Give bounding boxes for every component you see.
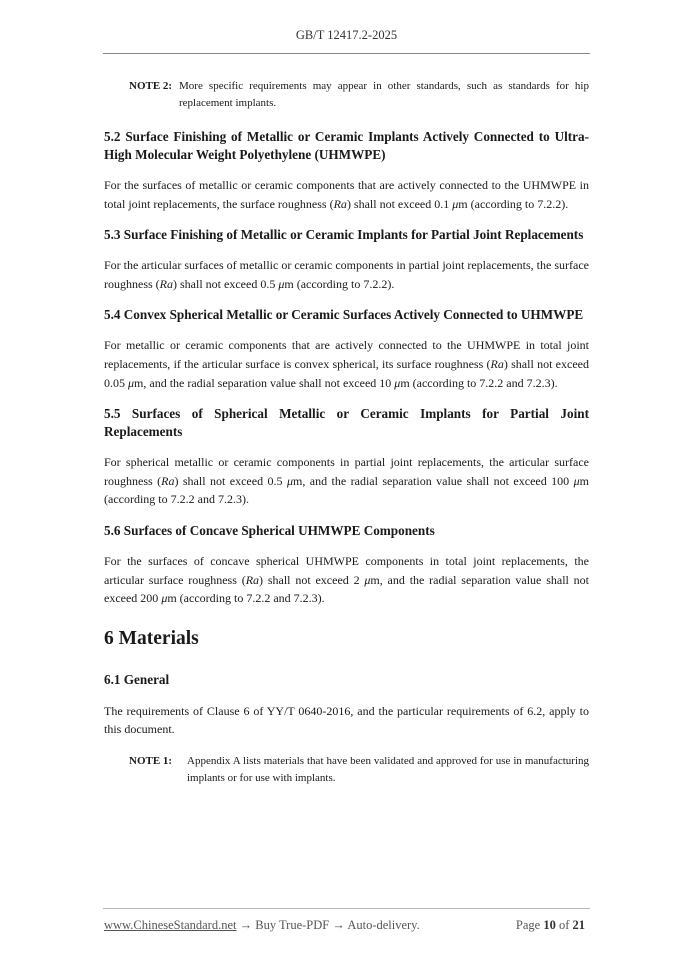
- section-5-4-heading: 5.4 Convex Spherical Metallic or Ceramic Surfaces Actively Connected to UHMWPE: [104, 307, 584, 323]
- website-link[interactable]: www.ChineseStandard.net: [104, 918, 237, 932]
- section-5-2-paragraph: For the surfaces of metallic or ceramic components that are actively connected to the UHMWPE in total joint replacements, the surface roughness (Ra) shall not exceed 0.1 μm (according to 7.2.2).: [104, 178, 589, 211]
- note-text: Appendix A lists materials that have been validated and approved for use in manufacturing implants or for use with implants.: [187, 754, 589, 784]
- document-header: [0, 28, 693, 43]
- note-text: More specific requirements may appear in other standards, such as standards for hip replacement implants.: [179, 80, 589, 109]
- header-divider: [103, 53, 590, 54]
- section-5-4-paragraph: For metallic or ceramic components that are actively connected to the UHMWPE in total joint replacements, if the articular surface is convex spherical, its surface roughness (Ra) shall not exceed 0.05 μm, and the radial separation value shall not exceed 10 μm (according to 7.2.2 and 7.2.3).: [104, 338, 589, 390]
- section-6-1-paragraph: The requirements of Clause 6 of YY/T 0640-2016, and the particular requirements of 6.2, apply to this document.: [104, 703, 589, 737]
- note-label: NOTE 2:: [129, 80, 173, 92]
- page-number: Page 10 of 21: [515, 918, 585, 932]
- section-5-6-paragraph: For the surfaces of concave spherical UHMWPE components in total joint replacements, the articular surface roughness (Ra) shall not exceed 2 μm, and the radial separation value shall not exceed 200 μm (according to 7.2.2 and 7.2.3).: [104, 553, 589, 606]
- footer-links: www.ChineseStandard.net → Buy True-PDF → Auto-delivery.: [104, 918, 420, 932]
- section-5-5-heading: 5.5 Surfaces of Spherical Metallic or Ceramic Implants for Partial Joint Replacements: [104, 406, 589, 440]
- section-5-3-heading: 5.3 Surface Finishing of Metallic or Ceramic Implants for Partial Joint Replacements: [104, 227, 584, 243]
- section-5-3-paragraph: For the articular surfaces of metallic or ceramic components in partial joint replacements, the surface roughness (Ra) shall not exceed 0.5 μm (according to 7.2.2).: [104, 258, 589, 291]
- section-5-6-heading: 5.6 Surfaces of Concave Spherical UHMWPE Components: [104, 522, 435, 538]
- note-1: [104, 753, 589, 787]
- section-6-heading: 6 Materials: [104, 627, 199, 649]
- footer-divider: [103, 908, 590, 909]
- page-content: [104, 78, 589, 787]
- note-2: [104, 78, 589, 112]
- buy-pdf-text: Buy True-PDF: [255, 918, 330, 932]
- auto-delivery-text: Auto-delivery.: [347, 918, 420, 932]
- section-5-5-paragraph: For spherical metallic or ceramic components in partial joint replacements, the articular surface roughness (Ra) shall not exceed 0.5 μm, and the radial separation value shall not exceed 100 μm (according to 7.2.2 and 7.2.3).: [104, 455, 589, 507]
- page-footer: [104, 918, 589, 933]
- section-5-2-heading: 5.2 Surface Finishing of Metallic or Ceramic Implants Actively Connected to Ultra-High Molecular Weight Polyethylene (UHMWPE): [104, 129, 589, 162]
- section-6-1-heading: 6.1 General: [104, 671, 170, 687]
- note-label: NOTE 1:: [129, 754, 173, 767]
- standard-number: GB/T 12417.2-2025: [295, 28, 398, 42]
